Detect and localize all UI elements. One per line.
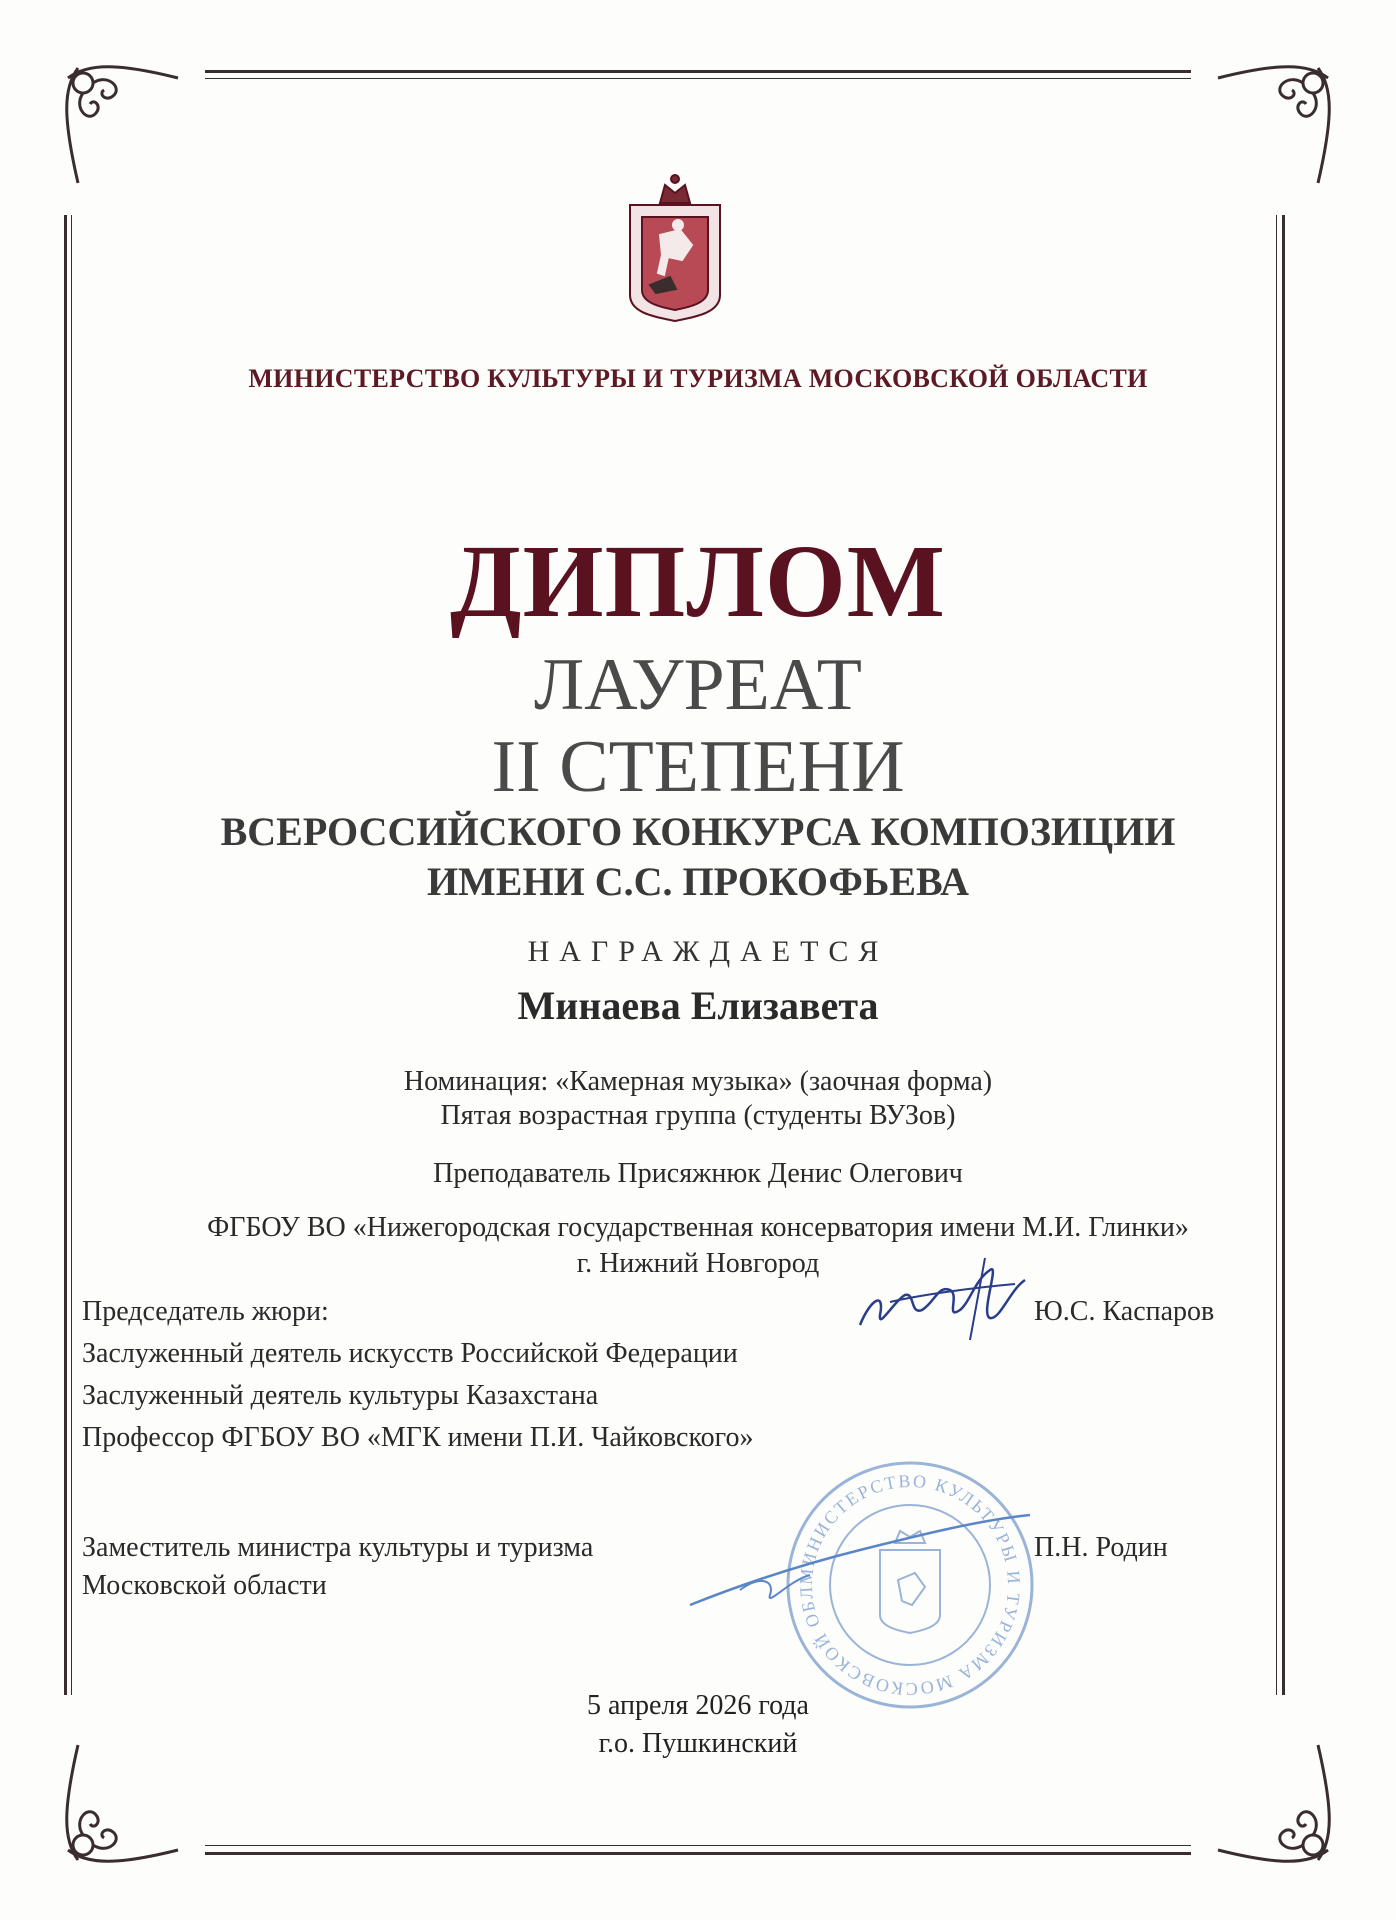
stamp-text: МИНИСТЕРСТВО КУЛЬТУРЫ И ТУРИЗМА МОСКОВСКОЙ ОБЛ — [795, 1470, 1025, 1700]
recipient-name: Минаева Елизавета — [517, 983, 879, 1028]
laureate-title: ЛАУРЕАТ — [533, 644, 862, 726]
ministry-heading: МИНИСТЕРСТВО КУЛЬТУРЫ И ТУРИЗМА МОСКОВСКОЙ ОБЛАСТИ — [248, 364, 1148, 393]
degree-title: II СТЕПЕНИ — [491, 726, 905, 808]
contest-name-line1: ВСЕРОССИЙСКОГО КОНКУРСА КОМПОЗИЦИИ — [220, 809, 1176, 854]
jury-chair-label: Председатель жюри: — [82, 1296, 329, 1327]
deputy-minister-title-2: Московской области — [82, 1570, 327, 1601]
frame-bottom-rule-thin — [205, 1845, 1191, 1846]
issue-date: 5 апреля 2026 года — [587, 1690, 809, 1721]
nomination-text: Номинация: «Камерная музыка» (заочная форма) — [403, 1066, 993, 1097]
jury-signature — [850, 1240, 1040, 1350]
contest-name-line2: ИМЕНИ С.С. ПРОКОФЬЕВА — [426, 859, 970, 904]
jury-chair-name: Ю.С. Каспаров — [1034, 1296, 1215, 1327]
frame-bottom-rule — [205, 1852, 1191, 1855]
city-text: г. Нижний Новгород — [576, 1248, 820, 1279]
coat-of-arms-emblem — [620, 165, 730, 325]
deputy-signature — [680, 1495, 1040, 1615]
issue-place: г.о. Пушкинский — [598, 1728, 798, 1759]
age-group-text: Пятая возрастная группа (студенты ВУЗов) — [440, 1100, 956, 1131]
jury-title-1: Заслуженный деятель искусств Российской Федерации — [82, 1338, 738, 1369]
awarded-label: НАГРАЖДАЕТСЯ — [527, 935, 889, 968]
institution-text: ФГБОУ ВО «Нижегородская государственная консерватория имени М.И. Глинки» — [207, 1212, 1189, 1243]
deputy-minister-name: П.Н. Родин — [1034, 1532, 1168, 1563]
corner-ornament-top-right — [1208, 58, 1338, 188]
frame-top-rule — [205, 70, 1191, 73]
deputy-minister-title-1: Заместитель министра культуры и туризма — [82, 1532, 594, 1563]
corner-ornament-top-left — [58, 58, 188, 188]
diploma-title: ДИПЛОМ — [450, 524, 946, 639]
jury-title-3: Профессор ФГБОУ ВО «МГК имени П.И. Чайковского» — [82, 1422, 754, 1453]
jury-title-2: Заслуженный деятель культуры Казахстана — [82, 1380, 599, 1411]
teacher-text: Преподаватель Присяжнюк Денис Олегович — [433, 1158, 963, 1189]
frame-top-rule-thin — [205, 78, 1191, 79]
